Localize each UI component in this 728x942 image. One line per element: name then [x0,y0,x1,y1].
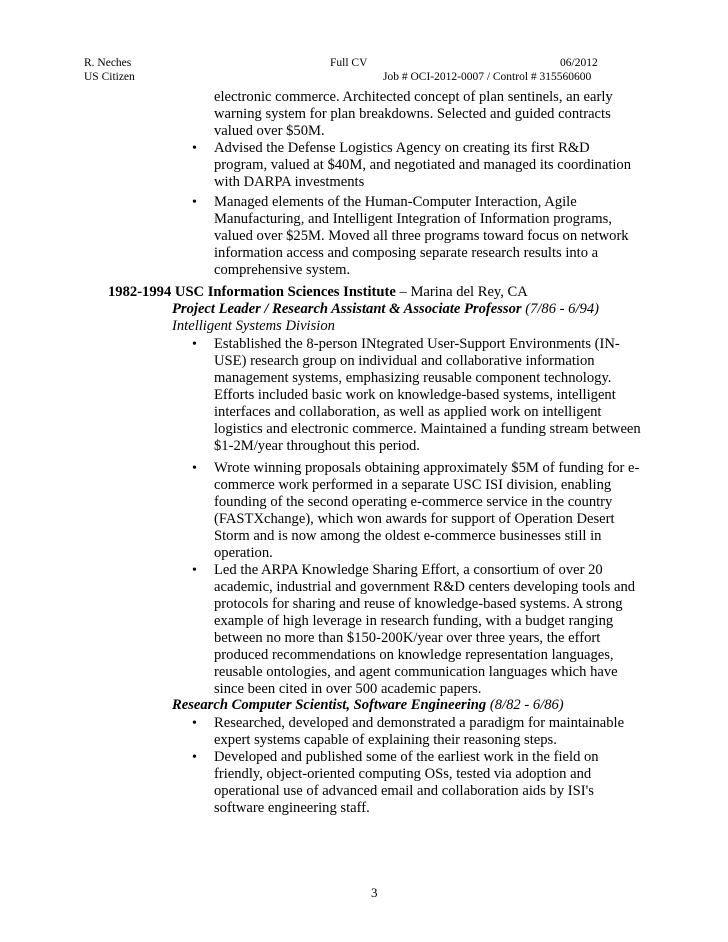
role-title-line [172,301,599,318]
header-date: 06/2012 [560,57,598,69]
role-title: Research Computer Scientist, Software Engineering [172,697,487,713]
role-division: Intelligent Systems Division [172,318,335,334]
usc-role1-bullet-1: Established the 8-person INtegrated User-Support Environments (IN-USE) research group on individual and collaborative information management systems, emphasizing reusable component technology. Efforts included basic work on knowledge-based systems, intelligent interfaces and collaboration, as well as applied work on intelligent logistics and electronic commerce. Maintained a funding stream between $1-2M/year throughout this period. [214,336,641,454]
role-title-line [172,697,564,714]
bullet-dot: • [192,337,197,352]
page-number: 3 [371,885,378,900]
usc-role1-bullet-2: Wrote winning proposals obtaining approximately $5M of funding for e-commerce work performed in a separate USC ISI division, enabling founding of the second operating e-commerce service in the country (FASTXchange), which won awards for support of Operation Desert Storm and is now among the oldest e-commerce businesses still in operation. [214,460,640,561]
employer-separator: – [395,284,411,300]
bullet-dot: • [192,195,197,210]
employer-location: Marina del Rey, CA [410,284,528,300]
header-citizenship: US Citizen [84,71,135,83]
darpa-bullet-2: Managed elements of the Human-Computer Interaction, Agile Manufacturing, and Intelligent Integration of Information programs, valued over $25M. Moved all three programs toward focus on network information access and composing separate research results into a comprehensive system. [214,194,629,278]
bullet-dot: • [192,461,197,476]
role-title: Project Leader / Research Assistant & Associate Professor [172,301,522,317]
usc-role2-bullet-2: Developed and published some of the earliest work in the field on friendly, object-oriented computing OSs, tested via adoption and operational use of advanced email and collaboration aids by ISI's software engineering staff. [214,749,599,816]
bullet-dot: • [192,141,197,156]
usc-role1-bullet-3: Led the ARPA Knowledge Sharing Effort, a consortium of over 20 academic, industrial and government R&D centers developing tools and protocols for sharing and reuse of knowledge-based systems. A strong example of high leverage in research funding, with a budget ranging between no more than $150-200K/year over three years, the effort produced recommendations on knowledge representation languages, reusable ontologies, and agent communication languages which have since been cited in over 500 academic papers. [214,562,636,697]
header-author: R. Neches [84,57,132,69]
employment-years: 1982-1994 [108,284,172,300]
employer-name: USC Information Sciences Institute [174,284,396,300]
darpa-continuation-text: electronic commerce. Architected concept of plan sentinels, an early warning system for plan breakdowns. Selected and guided contracts valued over $50M. [214,89,613,139]
darpa-bullet-1: Advised the Defense Logistics Agency on creating its first R&D program, valued at $40M, and negotiated and managed its coordination with DARPA investments [214,140,632,190]
role-dates: (8/82 - 6/86) [489,697,564,713]
bullet-dot: • [192,563,197,578]
usc-role2-bullet-1: Researched, developed and demonstrated a paradigm for maintainable expert systems capable of explaining their reasoning steps. [214,715,625,748]
bullet-dot: • [192,716,197,731]
role-dates: (7/86 - 6/94) [525,301,599,317]
bullet-dot: • [192,750,197,765]
header-job-control: Job # OCI-2012-0007 / Control # 315560600 [383,71,592,83]
employer-line [108,284,528,301]
header-document-title: Full CV [330,57,368,69]
